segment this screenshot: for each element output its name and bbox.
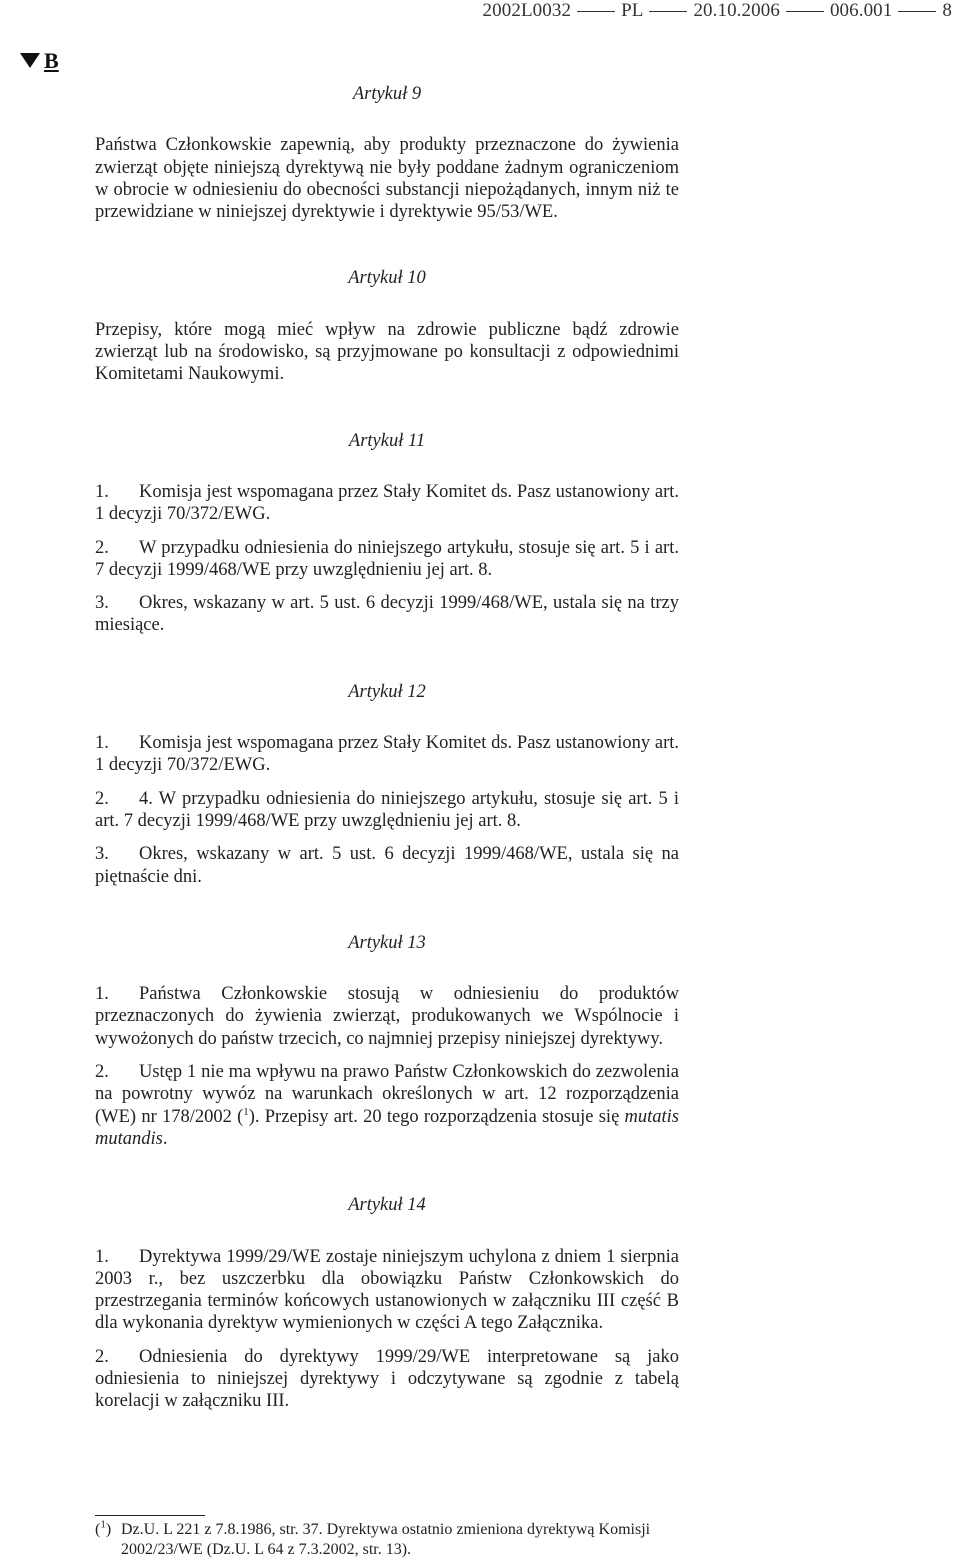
point-text: . bbox=[162, 1128, 168, 1149]
point-number: 1. bbox=[95, 984, 109, 1005]
page-header bbox=[483, 0, 952, 22]
article-point bbox=[95, 537, 679, 582]
point-text: Okres, wskazany w art. 5 ust. 6 decyzji 1999/468/WE, ustala się na trzy miesiące. bbox=[95, 593, 679, 636]
point-text: Komisja jest wspomagana przez Stały Komitet ds. Pasz ustanowiony art. 1 decyzji 70/372/EWG. bbox=[95, 733, 679, 776]
article-point bbox=[95, 983, 679, 1050]
amendment-marker bbox=[20, 48, 59, 74]
point-number: 2. bbox=[95, 1346, 109, 1367]
article-title: Artykuł 14 bbox=[348, 1195, 426, 1216]
footnote bbox=[95, 1520, 679, 1560]
doc-id: 2002L0032 bbox=[482, 0, 572, 21]
article-point bbox=[95, 592, 679, 637]
article-title: Artykuł 9 bbox=[352, 84, 422, 104]
document-body bbox=[95, 83, 679, 1413]
header-separator bbox=[898, 11, 936, 12]
point-text: Państwa Członkowskie stosują w odniesieniu do produktów przeznaczonych do żywienia zwierząt, produkowanych we Wspólnocie i wywożonych do państw trzecich, co najmniej przepisy niniejszej dyrektywy. bbox=[95, 984, 679, 1049]
article-point bbox=[95, 1246, 679, 1335]
article-paragraph: Przepisy, które mogą mieć wpływ na zdrowie publiczne bądź zdrowie zwierząt lub na środowisko, są przyjmowane po konsultacji z odpowiednimi Komitetami Naukowymi. bbox=[95, 319, 679, 385]
article-point bbox=[95, 732, 679, 777]
footnote-number: ($^1$) bbox=[95, 1518, 112, 1538]
page-number: 8 bbox=[942, 0, 952, 21]
article-title: Artykuł 11 bbox=[348, 430, 426, 451]
article-point bbox=[95, 843, 679, 888]
doc-lang: PL bbox=[621, 0, 644, 21]
article-point bbox=[95, 1346, 679, 1413]
point-number: 2. bbox=[95, 537, 109, 558]
amendment-marker-letter: B bbox=[44, 48, 59, 73]
triangle-down-icon bbox=[20, 53, 40, 68]
point-number: 1. bbox=[95, 1246, 109, 1267]
point-number: 2. bbox=[95, 1062, 109, 1083]
point-number: 2. bbox=[95, 788, 109, 809]
point-text: W przypadku odniesienia do niniejszego artykułu, stosuje się art. 5 i art. 7 decyzji 1999/468/WE przy uwzględnieniu jej art. 8. bbox=[95, 537, 679, 580]
point-text: ). Przepisy art. 20 tego rozporządzenia stosuje się bbox=[248, 1106, 625, 1127]
header-separator bbox=[649, 11, 687, 12]
point-number: 3. bbox=[95, 844, 109, 865]
article-point bbox=[95, 788, 679, 833]
point-text: Komisja jest wspomagana przez Stały Komitet ds. Pasz ustanowiony art. 1 decyzji 70/372/EWG. bbox=[95, 481, 679, 525]
article-paragraph: Państwa Członkowskie zapewnią, aby produkty przeznaczone do żywienia zwierząt objęte niniejszą dyrektywą nie były poddane żadnym ograniczeniom w obrocie w odniesieniu do obecności substancji niepożądanych, innym niż te przewidziane w niniejszej dyrektywie i dyrektywie 95/53/WE. bbox=[95, 135, 679, 223]
point-text: Dyrektywa 1999/29/WE zostaje niniejszym uchylona z dniem 1 sierpnia 2003 r., bez uszczerbku dla obowiązku Państw Członkowskich do przestrzegania terminów końcowych ustanowionych w załączniku III część B dla wykonania dyrektyw wymienionych w części A tego Załącznika. bbox=[95, 1246, 679, 1334]
point-number: 1. bbox=[95, 481, 109, 502]
doc-date: 20.10.2006 bbox=[693, 0, 780, 21]
footnote-reference[interactable]: 1 bbox=[243, 1105, 249, 1118]
doc-version: 006.001 bbox=[829, 0, 893, 21]
article-point bbox=[95, 1061, 679, 1150]
point-text-italic: mutatis mutandis bbox=[95, 1106, 680, 1149]
article-title: Artykuł 13 bbox=[348, 932, 426, 953]
footnote-text: Dz.U. L 221 z 7.8.1986, str. 37. Dyrektywa ostatnio zmieniona dyrektywą Komisji 2002/23/WE (Dz.U. L 64 z 7.3.2002, str. 13). bbox=[121, 1521, 651, 1558]
article-title: Artykuł 10 bbox=[348, 268, 426, 289]
article-title: Artykuł 12 bbox=[348, 681, 426, 702]
article-point bbox=[95, 481, 679, 526]
point-number: 1. bbox=[95, 733, 109, 754]
header-separator bbox=[577, 11, 615, 12]
header-separator bbox=[786, 11, 824, 12]
point-text: Okres, wskazany w art. 5 ust. 6 decyzji 1999/468/WE, ustala się na piętnaście dni. bbox=[95, 844, 679, 887]
point-text: 4. W przypadku odniesienia do niniejszego artykułu, stosuje się art. 5 i art. 7 decyzji 1999/468/WE przy uwzględnieniu jej art. 8. bbox=[95, 788, 679, 831]
footnote-divider bbox=[95, 1515, 205, 1516]
point-text: Ustęp 1 nie ma wpływu na prawo Państw Członkowskich do zezwolenia na powrotny wywóz na warunkach określonych w art. 12 rozporządzenia (WE) nr 178/2002 ( bbox=[95, 1062, 679, 1127]
point-number: 3. bbox=[95, 593, 109, 614]
point-text: Odniesienia do dyrektywy 1999/29/WE interpretowane są jako odniesienia to niniejszej dyrektywy i odczytywane są zgodnie z tabelą korelacji w załączniku III. bbox=[95, 1346, 679, 1412]
